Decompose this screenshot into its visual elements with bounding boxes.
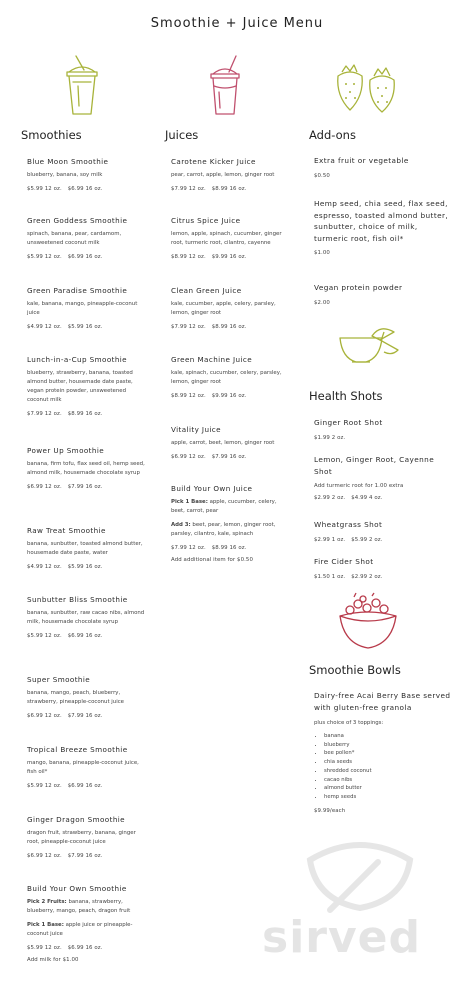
- juices-heading: Juices: [165, 128, 199, 142]
- item-price: $6.99 12 oz. $7.99 16 oz.: [171, 454, 247, 460]
- item-price: $4.99 12 oz. $5.99 16 oz.: [27, 564, 103, 570]
- smoothie-bowls-heading: Smoothie Bowls: [309, 663, 401, 677]
- shot-item: [314, 417, 454, 441]
- topping-item: • banana: [324, 732, 454, 741]
- shot-name: Fire Cider Shot: [314, 557, 374, 566]
- item-name: Green Goddess Smoothie: [27, 216, 128, 225]
- shot-name: Lemon, Ginger Root, Cayenne Shot: [314, 455, 435, 476]
- menu-item: [27, 674, 145, 719]
- item-name: Green Machine Juice: [171, 355, 253, 364]
- item-price: $7.99 12 oz. $8.99 16 oz.: [171, 545, 247, 551]
- pink-cup-icon: [205, 56, 245, 118]
- shot-price: $1.99 2 oz.: [314, 434, 346, 441]
- topping-item: • bee pollen*: [324, 749, 454, 758]
- menu-item: [171, 156, 289, 192]
- item-description: blueberry, strawberry, banana, toasted almond butter, housemade date paste, vegan protein powder, unsweetened coconut milk: [27, 370, 133, 403]
- shot-price: $2.99 2 oz. $4.99 4 oz.: [314, 495, 383, 501]
- item-name: Build Your Own Smoothie: [27, 884, 127, 893]
- addon-name: Vegan protein powder: [314, 283, 403, 292]
- item-name: Blue Moon Smoothie: [27, 157, 109, 166]
- lime-drink-icon: [336, 322, 402, 368]
- item-name: Raw Treat Smoothie: [27, 526, 106, 535]
- item-name: Sunbutter Bliss Smoothie: [27, 595, 128, 604]
- item-description: lemon, apple, spinach, cucumber, ginger root, turmeric root, cilantro, cayenne: [171, 231, 282, 246]
- bowl-subtitle: plus choice of 3 toppings:: [314, 720, 384, 726]
- bowl-name: Dairy-free Acai Berry Base served with gluten-free granola: [314, 691, 451, 712]
- bowl-item: [314, 690, 454, 814]
- menu-item: [171, 285, 289, 330]
- item-price: $6.99 12 oz. $7.99 16 oz.: [27, 484, 103, 490]
- menu-item: [27, 285, 145, 330]
- item-description: Pick 1 Base: apple juice or pineapple-coconut juice: [27, 922, 133, 937]
- topping-item: • cacao nibs: [324, 776, 454, 785]
- addon-name: Hemp seed, chia seed, flax seed, espresso, toasted almond butter, sunbutter, choice of milk, turmeric root, fish oil*: [314, 199, 449, 243]
- menu-item: [171, 424, 289, 460]
- item-extra: Add additional item for $0.50: [171, 557, 253, 563]
- item-price: $7.99 12 oz. $8.99 16 oz.: [171, 324, 247, 330]
- build-your-own-smoothie: [27, 883, 145, 963]
- item-price: $5.99 12 oz. $6.99 16 oz.: [27, 945, 103, 951]
- item-price: $7.99 12 oz. $8.99 16 oz.: [27, 411, 103, 417]
- cup-icon: [62, 56, 102, 118]
- menu-item: [27, 525, 145, 570]
- menu-item: [27, 156, 145, 192]
- item-price: $8.99 12 oz. $9.99 16 oz.: [171, 393, 247, 399]
- addon-item: [314, 282, 454, 306]
- item-price: $6.99 12 oz. $7.99 16 oz.: [27, 713, 103, 719]
- item-name: Tropical Breeze Smoothie: [27, 745, 128, 754]
- item-price: $5.99 12 oz. $6.99 16 oz.: [27, 254, 103, 260]
- page-title: Smoothie + Juice Menu: [150, 16, 324, 31]
- item-name: Power Up Smoothie: [27, 446, 105, 455]
- item-description: blueberry, banana, soy milk: [27, 172, 103, 178]
- build-your-own-juice: [171, 483, 289, 563]
- item-description: kale, spinach, cucumber, celery, parsley, lemon, ginger root: [171, 370, 282, 385]
- menu-item: [27, 744, 145, 789]
- item-description: banana, sunbutter, toasted almond butter, housemade date paste, water: [27, 541, 143, 556]
- item-description: banana, firm tofu, flax seed oil, hemp seed, almond milk, housemade chocolate syrup: [27, 461, 145, 476]
- topping-item: • hemp seeds: [324, 793, 454, 802]
- shot-name: Wheatgrass Shot: [314, 520, 383, 529]
- menu-item: [171, 354, 289, 399]
- topping-item: • shredded coconut: [324, 767, 454, 776]
- menu-item: [27, 594, 145, 639]
- item-description: banana, mango, peach, blueberry, strawberry, pineapple-coconut juice: [27, 690, 124, 705]
- item-price: $7.99 12 oz. $8.99 16 oz.: [171, 186, 247, 192]
- shot-item: [314, 556, 454, 580]
- item-name: Super Smoothie: [27, 675, 91, 684]
- shot-name: Ginger Root Shot: [314, 418, 383, 427]
- addon-item: [314, 155, 454, 179]
- shot-item: [314, 454, 454, 501]
- strawberry-icon: [334, 62, 400, 114]
- item-name: Ginger Dragon Smoothie: [27, 815, 125, 824]
- topping-item: • blueberry: [324, 741, 454, 750]
- addon-item: [314, 198, 454, 256]
- item-extra: Add milk for $1.00: [27, 957, 79, 963]
- addon-price: $2.00: [314, 299, 330, 306]
- menu-item: [27, 445, 145, 490]
- acai-bowl-icon: [334, 592, 402, 652]
- item-name: Lunch-in-a-Cup Smoothie: [27, 355, 128, 364]
- item-name: Vitality Juice: [171, 425, 221, 434]
- item-description: pear, carrot, apple, lemon, ginger root: [171, 172, 275, 178]
- shot-note: Add turmeric root for 1.00 extra: [314, 483, 404, 489]
- item-description: banana, sunbutter, raw cacao nibs, almond milk, housemade chocolate syrup: [27, 610, 145, 625]
- topping-item: • almond butter: [324, 784, 454, 793]
- toppings-list: [314, 732, 454, 802]
- sirved-logo-icon: [300, 820, 420, 920]
- menu-item: [27, 354, 145, 417]
- item-name: Carotene Kicker Juice: [171, 157, 256, 166]
- item-price: $5.99 12 oz. $6.99 16 oz.: [27, 633, 103, 639]
- item-name: Build Your Own Juice: [171, 484, 253, 493]
- item-description: spinach, banana, pear, cardamom, unsweetened coconut milk: [27, 231, 122, 246]
- bowl-price: $9.99/each: [314, 807, 346, 814]
- item-price: $6.99 12 oz. $7.99 16 oz.: [27, 853, 103, 859]
- menu-item: [171, 215, 289, 260]
- item-description: kale, banana, mango, pineapple-coconut juice: [27, 301, 138, 316]
- shot-price: $2.99 1 oz. $5.99 2 oz.: [314, 536, 383, 543]
- shot-item: [314, 519, 454, 543]
- item-description: mango, banana, pineapple-coconut juice, fish oil*: [27, 760, 139, 775]
- item-price: $8.99 12 oz. $9.99 16 oz.: [171, 254, 247, 260]
- sirved-watermark: sirved: [262, 912, 421, 963]
- item-description: kale, cucumber, apple, celery, parsley, lemon, ginger root: [171, 301, 276, 316]
- topping-item: • chia seeds: [324, 758, 454, 767]
- health-shots-heading: Health Shots: [309, 389, 383, 403]
- item-price: $5.99 12 oz. $6.99 16 oz.: [27, 186, 103, 192]
- item-description: apple, carrot, beet, lemon, ginger root: [171, 440, 275, 446]
- item-description: Pick 2 Fruits: banana, strawberry, blueberry, mango, peach, dragon fruit: [27, 899, 131, 914]
- addon-price: $0.50: [314, 172, 330, 179]
- item-name: Clean Green Juice: [171, 286, 242, 295]
- item-description: Add 3: beet, pear, lemon, ginger root, parsley, cilantro, kale, spinach: [171, 522, 276, 537]
- item-price: $4.99 12 oz. $5.99 16 oz.: [27, 324, 103, 330]
- menu-item: [27, 814, 145, 859]
- item-description: Pick 1 Base: apple, cucumber, celery, beet, carrot, pear: [171, 499, 277, 514]
- item-description: dragon fruit, strawberry, banana, ginger root, pineapple-coconut juice: [27, 830, 136, 845]
- item-price: $5.99 12 oz. $6.99 16 oz.: [27, 783, 103, 789]
- item-name: Green Paradise Smoothie: [27, 286, 128, 295]
- addon-price: $1.00: [314, 250, 330, 256]
- addon-name: Extra fruit or vegetable: [314, 156, 409, 165]
- item-name: Citrus Spice Juice: [171, 216, 241, 225]
- menu-item: [27, 215, 145, 260]
- smoothies-heading: Smoothies: [21, 128, 82, 142]
- addons-heading: Add-ons: [309, 128, 356, 142]
- shot-price: $1.50 1 oz. $2.99 2 oz.: [314, 573, 383, 580]
